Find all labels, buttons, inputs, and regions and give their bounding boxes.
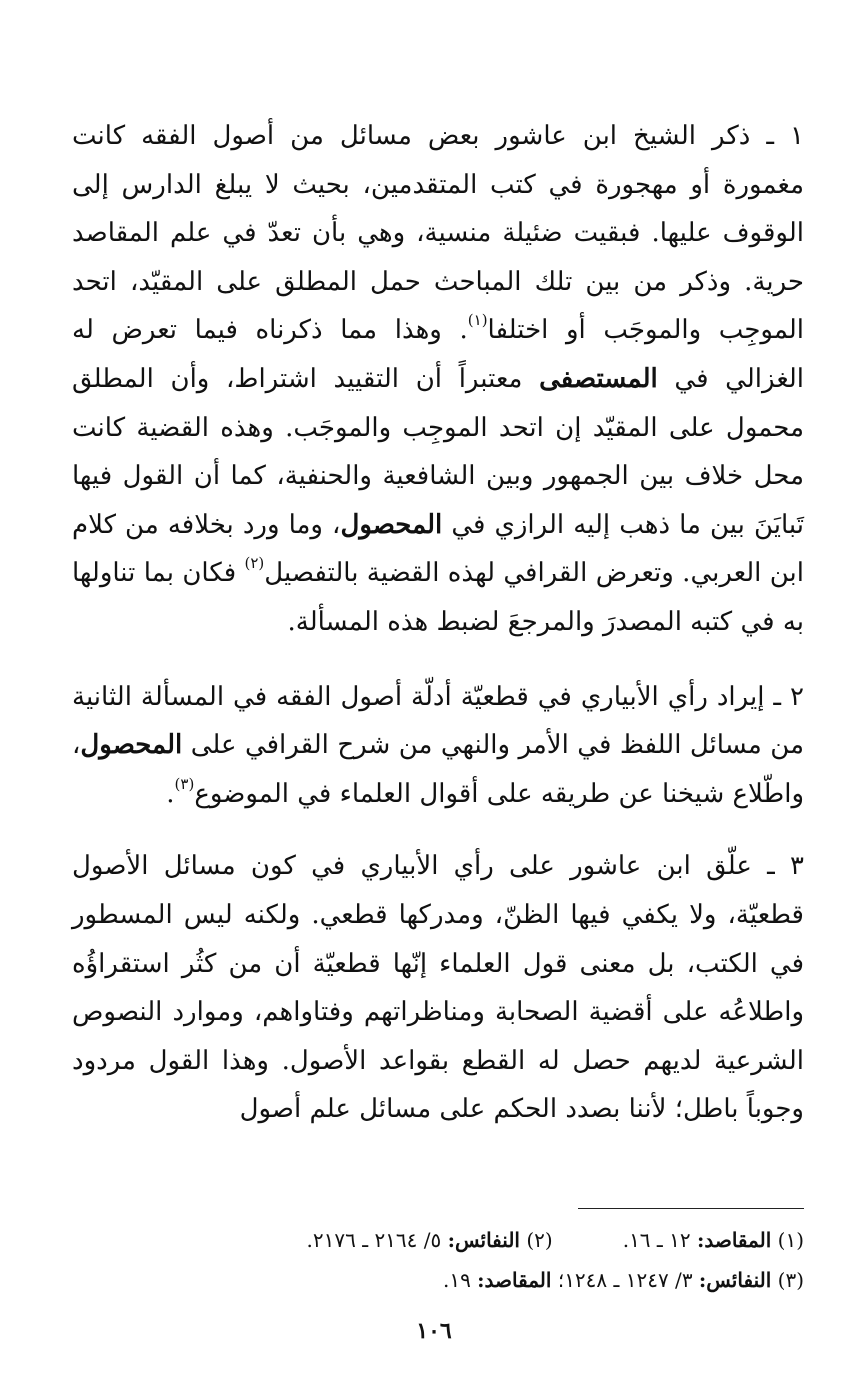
p1-text-a: ١ ـ ذكر الشيخ ابن عاشور بعض مسائل من أصول الفقه كانت مغمورة أو مهجورة في كتب المتقدمين، بحيث لا يبلغ الدارس إلى الوقوف عليها. فبقيت ضئيلة منسية، وهي بأن تعدّ في علم المقاصد حرية. وذكر من بين تلك المباحث حمل المطلق على المقيّد، اتحد الموجِب والموجَب أو اختلفا bbox=[72, 121, 804, 346]
footnote-ref-3: (٣) bbox=[174, 774, 195, 793]
paragraph-1 bbox=[72, 112, 804, 647]
footnote-2 bbox=[307, 1220, 553, 1260]
p2-text-c: . bbox=[166, 778, 175, 809]
p2-text-b: ، واطّلاع شيخنا عن طريقه على أقوال العلماء في الموضوع bbox=[72, 730, 804, 809]
p1-text-c: معتبراً أن التقييد اشتراط، وأن المطلق محمول على المقيّد إن اتحد الموجِب والموجَب. وهذه القضية كانت محل خلاف بين الجمهور وبين الشافعية والحنفية، كما أن القول فيها تَبايَنَ بين ما ذهب إليه الرازي في bbox=[72, 363, 804, 540]
footnote-3 bbox=[443, 1260, 804, 1300]
footnote-1-label: المقاصد: bbox=[696, 1228, 772, 1252]
footnote-ref-2: (٢) bbox=[244, 554, 265, 573]
book-title-mahsul: المحصول bbox=[340, 509, 443, 540]
page-number: ١٠٦ bbox=[416, 1318, 452, 1344]
footnote-2-number: (٢) bbox=[526, 1228, 553, 1252]
footnote-3-label-1: النفائس: bbox=[698, 1268, 772, 1292]
p1-text-b: . وهذا مما ذكرناه فيما تعرض له الغزالي في bbox=[72, 315, 805, 394]
footnotes bbox=[72, 1220, 804, 1300]
footnote-divider bbox=[578, 1208, 804, 1209]
p1-text-e: فكان بما تناولها به في كتبه المصدرَ والمرجعَ لضبط هذه المسألة. bbox=[72, 558, 804, 637]
book-title-mustasfa: المستصفى bbox=[539, 363, 658, 394]
footnote-3-value-2: ١٩. bbox=[442, 1268, 471, 1292]
footnote-3-number: (٣) bbox=[777, 1268, 804, 1292]
footnote-ref-1: (١) bbox=[467, 311, 488, 330]
paragraph-2 bbox=[72, 673, 804, 819]
footnote-1-number: (١) bbox=[777, 1228, 804, 1252]
paragraph-3 bbox=[72, 842, 804, 1134]
footnote-1-value: ١٢ ـ ١٦. bbox=[622, 1228, 691, 1252]
book-title-mahsul-2: المحصول bbox=[80, 730, 183, 761]
p2-text-a: ٢ ـ إيراد رأي الأبياري في قطعيّة أدلّة أصول الفقه في المسألة الثانية من مسائل اللفظ في الأمر والنهي من شرح القرافي على bbox=[72, 681, 804, 761]
footnote-row-2 bbox=[72, 1260, 804, 1300]
footnote-1 bbox=[623, 1220, 804, 1260]
footnote-2-value: ٥/ ٢١٦٤ ـ ٢١٧٦. bbox=[306, 1228, 442, 1252]
footnote-3-value-1: ٣/ ١٢٤٧ ـ ١٢٤٨؛ bbox=[557, 1268, 693, 1292]
p1-text-d: ، وما ورد بخلافه من كلام ابن العربي. وتعرض القرافي لهذه القضية بالتفصيل bbox=[72, 509, 804, 589]
footnote-3-label-2: المقاصد: bbox=[477, 1268, 552, 1292]
p3-text: ٣ ـ علّق ابن عاشور على رأي الأبياري في كون مسائل الأصول قطعيّة، ولا يكفي فيها الظنّ، ومدركها قطعي. ولكنه ليس المسطور في الكتب، بل معنى قول العلماء إنّها قطعيّة أن من كثُر استقراؤُه واطلاعُه على أقضية الصحابة ومناظراتهم وفتاواهم، وموارد النصوص الشرعية لديهم حصل له القطع بقواعد الأصول. وهذا القول مردود وجوباً باطل؛ لأننا بصدد الحكم على مسائل علم أصول bbox=[72, 851, 804, 1125]
footnote-2-label: النفائس: bbox=[447, 1228, 520, 1252]
footnote-row-1 bbox=[72, 1220, 804, 1260]
main-text bbox=[72, 112, 804, 1134]
